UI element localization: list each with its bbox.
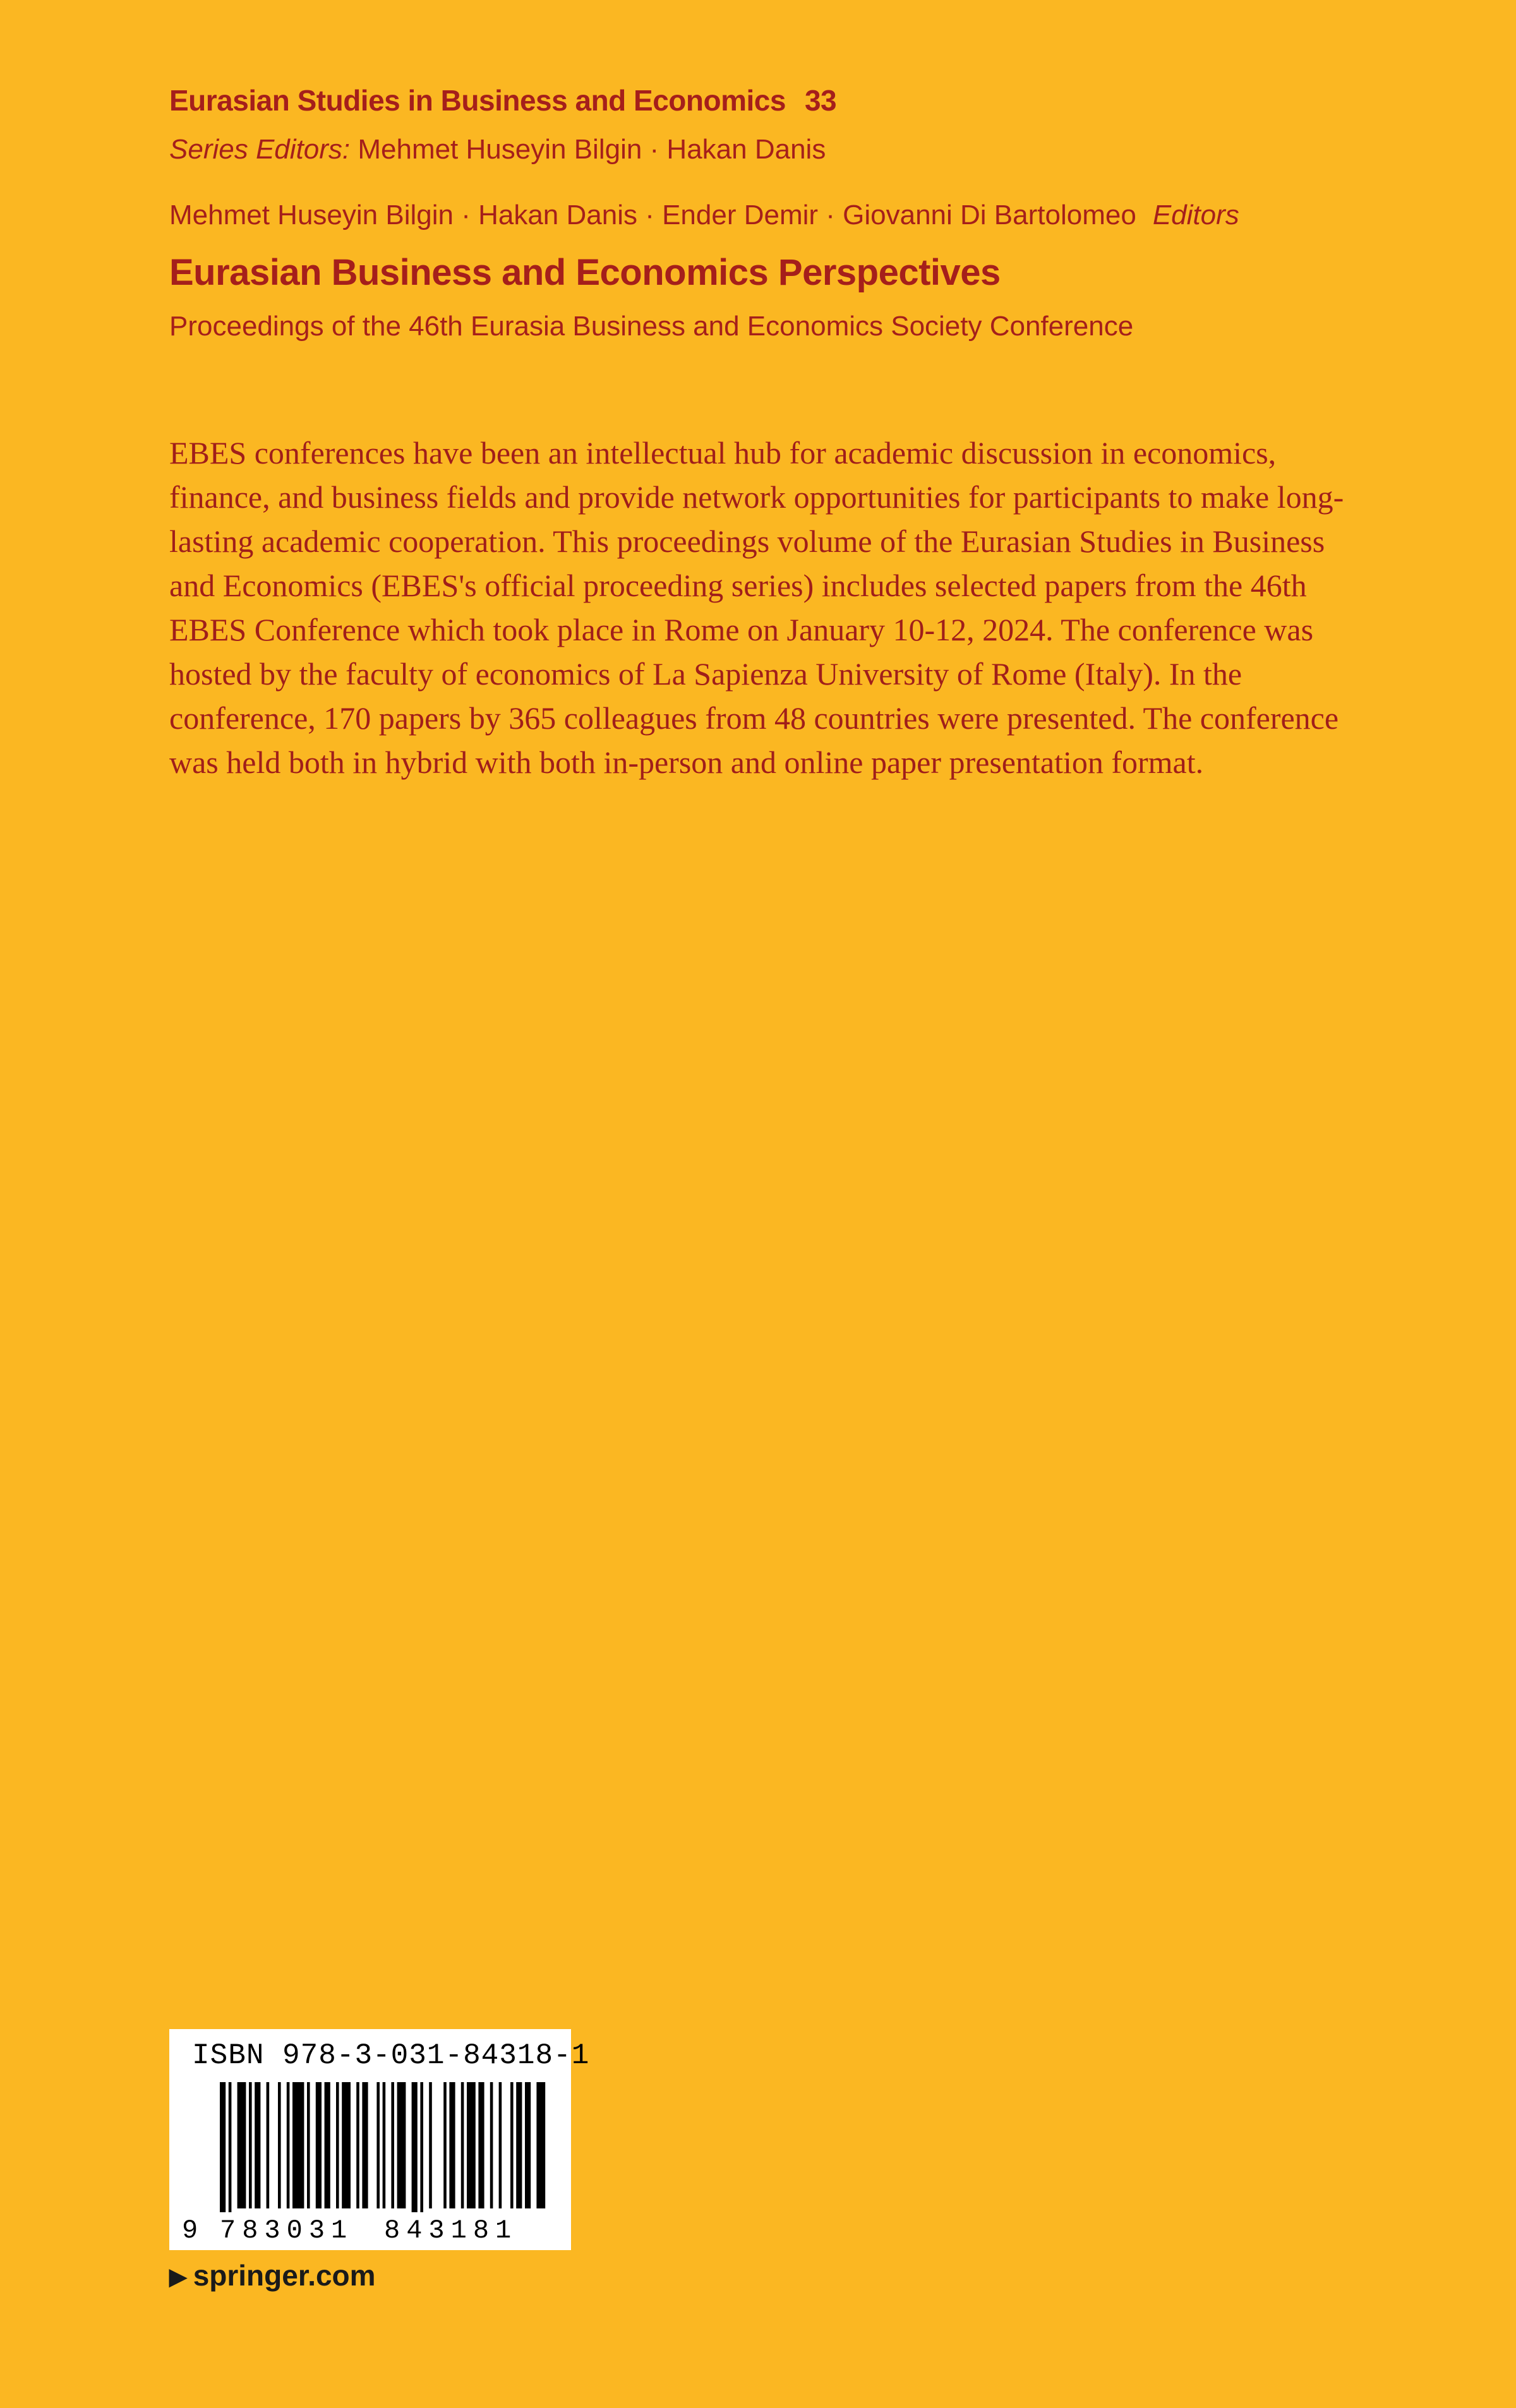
barcode-bar bbox=[499, 2082, 502, 2208]
barcode-bar bbox=[420, 2082, 423, 2212]
barcode-bar bbox=[449, 2082, 455, 2208]
barcode-bar bbox=[376, 2082, 380, 2208]
barcode-bar bbox=[292, 2082, 304, 2208]
barcode-bar bbox=[307, 2082, 310, 2208]
barcode-bar bbox=[229, 2082, 232, 2212]
series-line bbox=[169, 83, 836, 117]
barcode-bar bbox=[255, 2082, 260, 2208]
barcode-bar bbox=[443, 2082, 447, 2208]
publisher-url: springer.com bbox=[193, 2259, 376, 2292]
barcode-bar bbox=[267, 2082, 270, 2208]
barcode-bar bbox=[510, 2082, 514, 2208]
series-volume: 33 bbox=[804, 84, 837, 117]
barcode-bar bbox=[383, 2082, 386, 2208]
barcode-bar bbox=[356, 2082, 359, 2208]
barcode-bar bbox=[525, 2082, 531, 2208]
barcode-bar bbox=[325, 2082, 330, 2208]
barcode-bar bbox=[391, 2082, 394, 2208]
triangle-right-icon: ▶ bbox=[169, 2263, 187, 2289]
barcode-digits-left: 783031 bbox=[220, 2215, 354, 2246]
barcode-bar bbox=[287, 2082, 290, 2208]
barcode-digit-lead: 9 bbox=[182, 2215, 198, 2246]
publisher-link[interactable] bbox=[169, 2258, 376, 2292]
blurb-paragraph: EBES conferences have been an intellectual hub for academic discussion in economics, finance, and business fields and provide network opportunities for participants to make long-lasting academic cooperation. This proceedings volume of the Eurasian Studies in Business and Economics (EBES's official proceeding series) includes selected papers from the 46th EBES Conference which took place in Rome on January 10-12, 2024. The conference was hosted by the faculty of economics of La Sapienza University of Rome (Italy). In the conference, 170 papers by 365 colleagues from 48 countries were presented. The conference was held both in hybrid with both in-person and online paper presentation format. bbox=[169, 435, 1344, 780]
barcode-bar bbox=[238, 2082, 246, 2208]
book-subtitle: Proceedings of the 46th Eurasia Business and Economics Society Conference bbox=[169, 311, 1134, 342]
barcode-bar bbox=[536, 2082, 545, 2208]
barcode-bar bbox=[490, 2082, 493, 2208]
barcode-bar bbox=[397, 2082, 406, 2208]
barcode-bar bbox=[516, 2082, 522, 2208]
barcode-digits-right: 843181 bbox=[384, 2215, 518, 2246]
barcode-bar bbox=[342, 2082, 351, 2208]
series-editors bbox=[169, 134, 826, 165]
barcode-bar bbox=[461, 2082, 464, 2208]
series-name: Eurasian Studies in Business and Economics bbox=[169, 84, 786, 117]
barcode-bars bbox=[220, 2082, 545, 2212]
barcode-bar bbox=[478, 2082, 484, 2208]
barcode-bar bbox=[467, 2082, 476, 2208]
book-editors-names: Mehmet Huseyin Bilgin · Hakan Danis · Ender Demir · Giovanni Di Bartolomeo bbox=[169, 200, 1136, 231]
isbn-barcode bbox=[169, 2029, 590, 2250]
series-editors-names: Mehmet Huseyin Bilgin · Hakan Danis bbox=[358, 134, 826, 165]
series-editors-label: Series Editors: bbox=[169, 134, 351, 165]
barcode-bar bbox=[412, 2082, 418, 2212]
barcode-bar bbox=[249, 2082, 252, 2208]
book-editors-role: Editors bbox=[1152, 200, 1239, 231]
barcode-bar bbox=[316, 2082, 322, 2208]
book-title: Eurasian Business and Economics Perspectives bbox=[169, 252, 1001, 293]
barcode-bar bbox=[362, 2082, 368, 2208]
barcode-bar bbox=[336, 2082, 339, 2208]
barcode-bar bbox=[220, 2082, 226, 2212]
book-editors bbox=[169, 200, 1239, 231]
barcode-bar bbox=[278, 2082, 281, 2208]
isbn-label: ISBN 978-3-031-84318-1 bbox=[192, 2039, 590, 2072]
barcode-bar bbox=[429, 2082, 432, 2208]
